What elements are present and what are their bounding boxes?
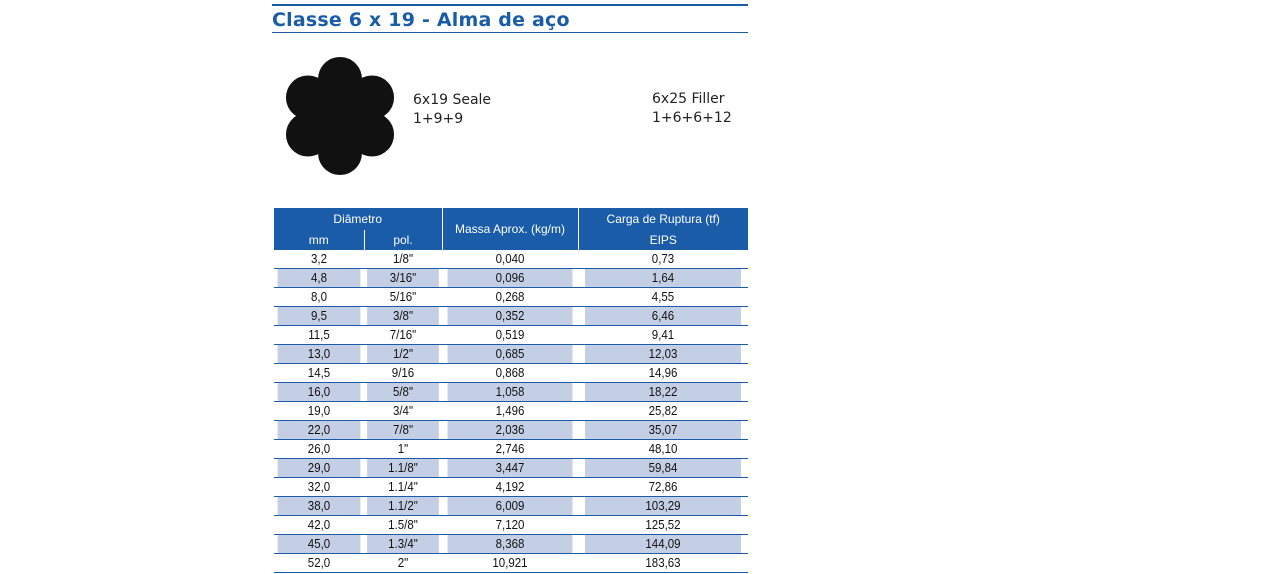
cell-carga: 12,03 [585, 345, 741, 364]
cell-carga: 14,96 [585, 364, 741, 383]
table-row [274, 250, 748, 269]
cell-massa: 6,009 [447, 497, 572, 516]
rope-6x19-seale-diagram [280, 52, 400, 180]
cell-pol: 2" [367, 554, 439, 573]
cell-pol: 3/16" [367, 269, 439, 288]
cell-pol: 1.1/4" [367, 478, 439, 497]
cell-pol: 1.1/8" [367, 459, 439, 478]
cell-mm: 22,0 [278, 421, 361, 440]
page-title: Classe 6 x 19 - Alma de aço [272, 9, 570, 31]
cell-mm: 16,0 [278, 383, 361, 402]
cell-mm: 9,5 [278, 307, 361, 326]
cell-carga: 6,46 [585, 307, 741, 326]
cell-massa: 0,096 [447, 269, 572, 288]
cell-mm: 38,0 [278, 497, 361, 516]
header-eips: EIPS [578, 230, 748, 250]
cell-pol: 1.1/2" [367, 497, 439, 516]
cell-mm: 42,0 [278, 516, 361, 535]
rope-name: 6x19 Seale [413, 92, 492, 108]
rope-construction: 1+9+9 [413, 111, 464, 127]
cell-massa: 0,685 [447, 345, 572, 364]
cell-pol: 7/8" [367, 421, 439, 440]
cell-carga: 35,07 [585, 421, 741, 440]
cell-pol: 1" [367, 440, 439, 459]
cell-mm: 13,0 [278, 345, 361, 364]
cell-mm: 14,5 [278, 364, 361, 383]
cell-massa: 8,368 [447, 535, 572, 554]
cell-carga: 18,22 [585, 383, 741, 402]
cell-carga: 1,64 [585, 269, 741, 288]
rope-label-seale [413, 91, 491, 129]
cell-massa: 1,496 [447, 402, 572, 421]
cell-massa: 3,447 [447, 459, 572, 478]
cell-mm: 4,8 [278, 269, 361, 288]
cell-massa: 10,921 [447, 554, 572, 573]
cell-carga: 183,63 [585, 554, 741, 573]
rope-construction: 1+6+6+12 [652, 110, 732, 126]
cell-carga: 103,29 [585, 497, 741, 516]
cell-pol: 1/8" [367, 250, 439, 269]
cell-massa: 0,040 [447, 250, 572, 269]
table-row [274, 402, 748, 421]
rope-6x25-filler-diagram [510, 46, 636, 184]
cell-pol: 1.3/4" [367, 535, 439, 554]
cell-mm: 29,0 [278, 459, 361, 478]
table-row [274, 440, 748, 459]
cell-pol: 9/16 [367, 364, 439, 383]
cell-pol: 7/16" [367, 326, 439, 345]
table-row [274, 497, 748, 516]
cell-pol: 3/4" [367, 402, 439, 421]
cell-mm: 3,2 [278, 250, 361, 269]
table-row [274, 478, 748, 497]
cell-massa: 0,268 [447, 288, 572, 307]
header-diametro: Diâmetro [274, 208, 442, 230]
cell-carga: 72,86 [585, 478, 741, 497]
header-carga: Carga de Ruptura (tf) [578, 208, 748, 230]
cell-mm: 8,0 [278, 288, 361, 307]
rope-spec-table [274, 208, 748, 573]
cell-massa: 4,192 [447, 478, 572, 497]
cell-pol: 3/8" [367, 307, 439, 326]
cell-massa: 2,746 [447, 440, 572, 459]
cell-mm: 11,5 [278, 326, 361, 345]
cell-mm: 19,0 [278, 402, 361, 421]
cell-massa: 7,120 [447, 516, 572, 535]
table-row [274, 459, 748, 478]
cell-massa: 0,519 [447, 326, 572, 345]
table-row [274, 516, 748, 535]
table-row [274, 535, 748, 554]
cell-mm: 32,0 [278, 478, 361, 497]
cell-massa: 2,036 [447, 421, 572, 440]
cell-mm: 52,0 [278, 554, 361, 573]
table-row [274, 364, 748, 383]
cell-pol: 5/8" [367, 383, 439, 402]
header-massa: Massa Aprox. (kg/m) [442, 208, 578, 250]
cell-massa: 0,352 [447, 307, 572, 326]
cell-carga: 9,41 [585, 326, 741, 345]
table-row [274, 288, 748, 307]
cell-carga: 4,55 [585, 288, 741, 307]
cell-pol: 1.5/8" [367, 516, 439, 535]
cell-carga: 59,84 [585, 459, 741, 478]
table-row [274, 421, 748, 440]
table-row [274, 554, 748, 573]
cell-carga: 48,10 [585, 440, 741, 459]
cell-pol: 5/16" [367, 288, 439, 307]
cell-massa: 0,868 [447, 364, 572, 383]
table-row [274, 307, 748, 326]
header-mm: mm [274, 230, 364, 250]
header-pol: pol. [364, 230, 442, 250]
cell-mm: 45,0 [278, 535, 361, 554]
cell-carga: 144,09 [585, 535, 741, 554]
title-bar [272, 4, 748, 33]
rope-name: 6x25 Filler [652, 91, 725, 107]
cell-carga: 0,73 [585, 250, 741, 269]
table-row [274, 345, 748, 364]
rope-label-filler [652, 90, 732, 128]
table-row [274, 269, 748, 288]
cell-carga: 25,82 [585, 402, 741, 421]
cell-mm: 26,0 [278, 440, 361, 459]
cell-massa: 1,058 [447, 383, 572, 402]
cell-carga: 125,52 [585, 516, 741, 535]
table-row [274, 383, 748, 402]
cell-pol: 1/2" [367, 345, 439, 364]
table-row [274, 326, 748, 345]
